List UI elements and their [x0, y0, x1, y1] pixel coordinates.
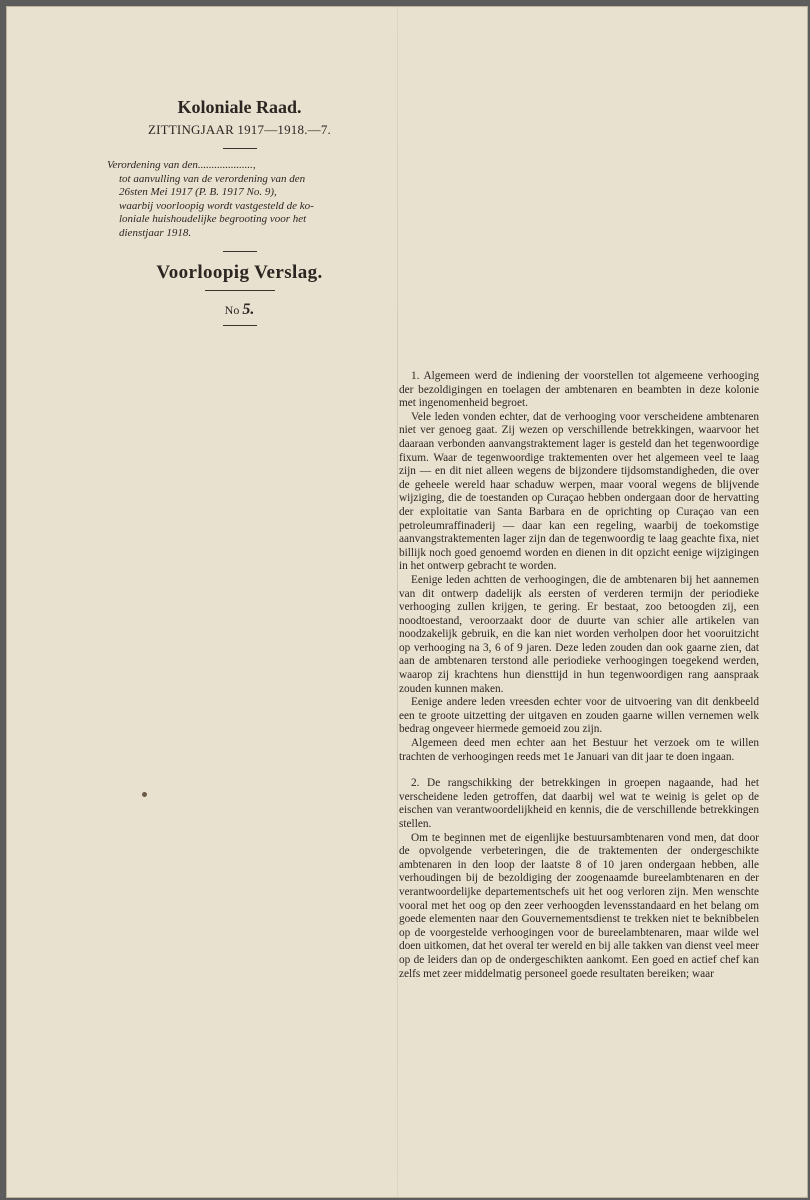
ordinance-line: Verordening van den...................., — [107, 159, 256, 171]
ordinance-description — [107, 159, 372, 241]
ordinance-line: tot aanvulling van de verordening van den — [119, 172, 306, 185]
handwritten-number: 5. — [242, 300, 255, 318]
paragraph: Eenige leden achtten de verhoogingen, die de ambtenaren bij het aannemen van dit ontwerp dadelijk als eersten of verderen termijn der periodieke verhooging zullen krijgen, te gering. Er bestaat, zoo betoogden zij, een noodtoestand, veroorzaakt door de duurte van schier alle artikelen van noodzakelijk gebruik, en die kan niet worden verholpen door het vooruitzicht op verhooging na 3, 6 of 9 jaren. Deze leden zouden dan ook gaarne zien, dat aan de ambtenaren terstond alle periodieke verhoogingen toegekend werden, waarop zij krachtens hun diensttijd in hun tegenwoordigen rang aanspraak zouden kunnen maken. — [399, 573, 759, 695]
document-page — [6, 6, 808, 1198]
council-title: Koloniale Raad. — [177, 97, 302, 117]
paragraph: Algemeen deed men echter aan het Bestuur het verzoek om te willen trachten de verhoogingen reeds met 1e Januari van dit jaar te doen ingaan. — [399, 737, 759, 763]
paragraph: 2. De rangschikking der betrekkingen in groepen nagaande, had het verscheidene leden getroffen, dat daarbij wel wat te weinig is gelet op de eischen van verantwoordelijkheid en kennis, die de verschillende betrekkingen stellen. — [399, 777, 759, 830]
report-title: Voorloopig Verslag. — [156, 261, 323, 283]
document-header — [107, 97, 372, 336]
divider — [223, 325, 257, 326]
ordinance-line: waarbij voorloopig wordt vastgesteld de ko- — [119, 199, 314, 212]
ordinance-line: loniale huishoudelijke begrooting voor het — [119, 213, 307, 226]
paragraph: 1. Algemeen werd de indiening der voorstellen tot algemeene verhooging der bezoldigingen en toelagen der ambtenaren en beambten in deze kolonie met ingenomenheid begroet. — [399, 370, 759, 410]
divider — [223, 148, 257, 149]
paragraph: Eenige andere leden vreesden echter voor de uitvoering van dit denkbeeld een te groote uitzetting der uitgaven en zouden gaarne willen vernemen welk bedrag ongeveer hiermede gemoeid zou zijn. — [399, 696, 759, 736]
page-fold-line — [397, 7, 398, 1197]
divider — [223, 251, 257, 252]
number-label: No — [224, 302, 240, 317]
report-body — [399, 370, 759, 981]
ordinance-line: dienstjaar 1918. — [119, 226, 192, 239]
divider — [205, 290, 275, 291]
paragraph: Vele leden vonden echter, dat de verhooging voor verscheidene ambtenaren niet ver genoeg gaat. Zij wezen op verschillende betrekkingen, waarvoor het daaraan verbonden aanvangstraktement lager is gesteld dan het tegenwoordige fixum. Waar de tegenwoordige traktementen over het algemeen veel te laag zijn — en dit niet alleen wegens de bijzondere tijdsomstandigheden, die over de geheele wereld haar schaduw werpen, maar vooral wegens de blijvende wijziging, die de toestanden op Curaçao hebben ondergaan door de hervatting der exploitatie van Santa Barbara en de oprichting op Curaçao van een petroleumraffinaderij — daar kan een regeling, waarbij de toekomstige aanvangstraktementen lager zijn dan de tegenwoordig te laag geachte fixa, niet billijk noch goed genoemd worden en dienen in dit opzicht eenige wijzigingen in het ontwerp gebracht te worden. — [399, 410, 759, 573]
report-number — [107, 301, 372, 319]
ordinance-line: 26sten Mei 1917 (P. B. 1917 No. 9), — [119, 186, 277, 199]
paragraph: Om te beginnen met de eigenlijke bestuursambtenaren vond men, dat door de opvolgende verbeteringen, die de traktementen der ondergeschikte ambtenaren in den loop der laatste 8 of 10 jaren ondergaan hebben, alle verhoudingen bij de bezoldiging der zoogenaamde bureelambtenaren en der verantwoordelijke departementschefs uit het oog verloren zijn. Men wenschte vooral met het oog op den zeer verhoogden levensstandaard en het belang om goede elementen naar den Gouvernementsdienst te trekken niet te beknibbelen op de voorgestelde verhoogingen voor de bureelambtenaren, maar wilde wel doen uitkomen, dat het overal ter wereld en bij alle takken van dienst veel meer op de leiders dan op de ondergeschikten aankomt. Een goed en actief chef kan zelfs met zeer middelmatig personeel goede resultaten bereiken; waar — [399, 831, 759, 980]
session-year: ZITTINGJAAR 1917—1918.—7. — [147, 122, 331, 137]
ink-spot — [142, 792, 147, 797]
